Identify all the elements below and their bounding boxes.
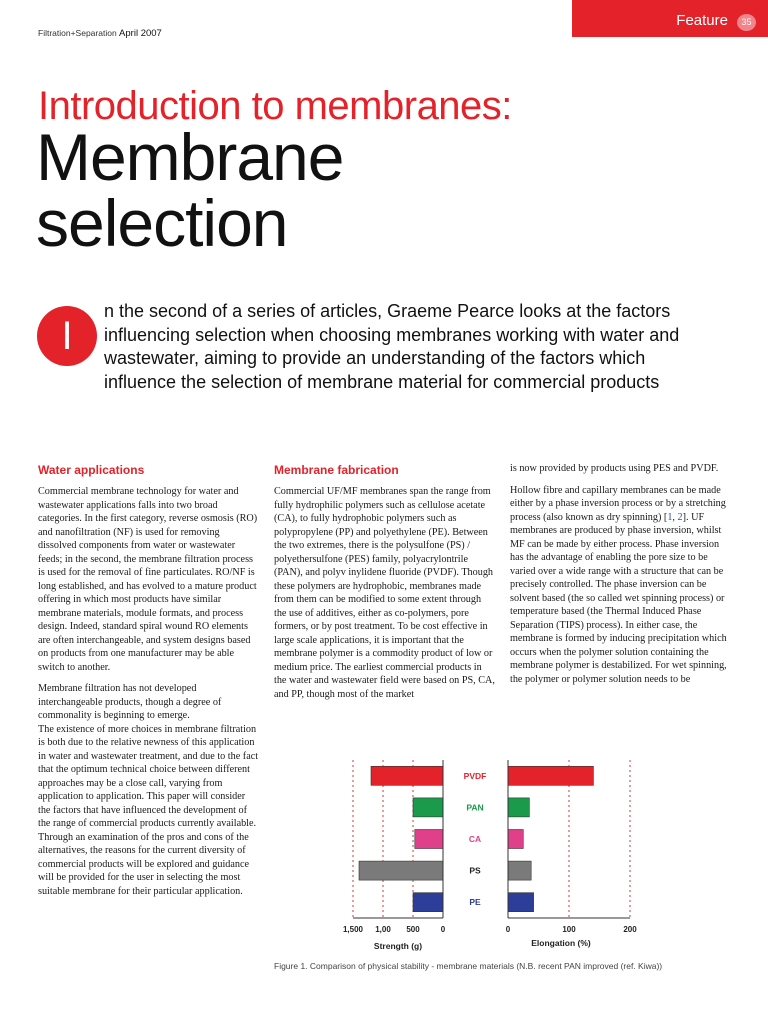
elongation-axis-label: Elongation (%)	[531, 938, 591, 948]
article-kicker: Introduction to membranes:	[38, 84, 512, 128]
elongation-bar-pvdf	[508, 766, 593, 785]
body-column-1	[38, 485, 260, 906]
feature-label: Feature	[676, 12, 728, 29]
strength-bar-ca	[415, 830, 443, 849]
journal-name: Filtration+Separation	[38, 28, 117, 38]
elongation-bar-ps	[508, 861, 531, 880]
issue-date: April 2007	[119, 28, 162, 39]
strength-tick-label: 0	[440, 925, 446, 934]
reference-link-2[interactable]: 2	[677, 511, 683, 523]
elongation-bar-pan	[508, 798, 529, 817]
paragraph: The existence of more choices in membrane filtration is both due to the relative newness of this application in water and wastewater treatment, and due to the fact that the optimum technical choice between different approaches may be a close call, varying from application to application. This paper will consider the factors that have influenced the development of the range of commercial products currently available. Through an examination of the pros and cons of the alternatives, the reasons for the current diversity of commercial products will be explored and guidance will be provided for the user in selecting the most suitable membrane for their particular application.	[38, 723, 259, 897]
paragraph	[510, 484, 732, 687]
paragraph: is now provided by products using PES and PVDF.	[510, 463, 719, 474]
elongation-tick-label: 200	[623, 925, 637, 934]
elongation-bar-ca	[508, 830, 523, 849]
elongation-tick-label: 100	[562, 925, 576, 934]
body-column-3	[510, 462, 732, 694]
paragraph: Commercial membrane technology for water and wastewater applications falls into two broad categories. In the first category, reverse osmosis (RO) and nanofiltration (NF) is used for removing dissolved components from water or wastewater feeds; in the second, the membrane filtration process is used for the removal of fine particulates. RO/NF is long established, and has evolved to a mature product offering in which most products have similar membrane materials, module formats, and process design. Indeed, standard spiral wound RO elements are often interchangeable, and system designs based on products from one manufacturer may be able switch to another.	[38, 486, 258, 673]
paragraph: Membrane filtration has not developed interchangeable products, though a degree of commonality is beginning to emerge.	[38, 683, 222, 721]
category-label-pe: PE	[469, 897, 481, 908]
section-heading-water-applications: Water applications	[38, 463, 145, 477]
body-column-2	[274, 485, 496, 709]
page-number-badge: 35	[737, 14, 756, 31]
dropcap-circle: I	[37, 306, 97, 366]
category-label-pan: PAN	[466, 802, 484, 813]
strength-bar-pe	[413, 893, 443, 912]
text-run: ,	[672, 511, 678, 523]
category-label-ca: CA	[468, 834, 482, 844]
article-title	[36, 120, 344, 260]
strength-bar-ps	[359, 861, 443, 880]
paragraph: Commercial UF/MF membranes span the range from fully hydrophilic polymers such as cellulose acetate (CA), to fully hydrophobic polymers such as polypropylene (PP) and polyethylene (PE). Between the two extremes, there is the polysulfone (PS) / polyethersulfone (PES) family, polyacrylontrile (PAN), and polyv inylidene fluoride (PVDF). Though these polymers are hydrophobic, membranes made from them can be modified to some extent through the use of additives, either as co-polymers, pore formers, or by post treatment. To be cost effective in large scale applications, it is important that the membrane polymer is a commodity product of low or medium price. The earliest commercial products in the water and wastewater field were based on PS, CA, and PP, though most of the market	[274, 486, 495, 700]
strength-bar-pan	[413, 798, 443, 817]
category-label-pvdf: PVDF	[463, 770, 487, 781]
strength-tick-label: 1,00	[375, 925, 391, 934]
physical-stability-chart	[310, 752, 650, 957]
elongation-tick-label: 0	[505, 925, 511, 934]
figure-caption: Figure 1. Comparison of physical stability - membrane materials (N.B. recent PAN improved (ref. Kiwa))	[274, 961, 663, 971]
section-heading-membrane-fabrication: Membrane fabrication	[274, 463, 399, 477]
strength-tick-label: 500	[406, 925, 420, 934]
title-line-1: Membrane	[36, 120, 344, 194]
standfirst: n the second of a series of articles, Graeme Pearce looks at the factors influencing selection when choosing membranes working with water and wastewater, aiming to provide an understanding of the factors which influence the selection of membrane material for commercial products	[104, 301, 680, 392]
category-label-ps: PS	[469, 865, 481, 876]
strength-bar-pvdf	[371, 766, 443, 785]
elongation-bar-pe	[508, 893, 534, 912]
journal-info	[38, 28, 162, 39]
text-run: Hollow fibre and capillary membranes can be made either by a phase inversion process or by a stretching process (also known as dry spinning) [	[510, 484, 726, 523]
strength-tick-label: 1,500	[342, 925, 364, 934]
title-line-2: selection	[36, 186, 288, 260]
strength-axis-label: Strength (g)	[373, 941, 423, 951]
reference-link-1[interactable]: 1	[667, 511, 673, 523]
text-run: ]. UF membranes are produced by phase inversion, whilst MF can be made by either process. Phase inversion has the advantage of enabling the pore size to be varied over a wide range with a structure that can be precisely controlled. The phase inversion can be solvent based (the so called wet spinning process) or temperature based (the Thermal Induced Phase Separation (TIPS) process). In either case, the membrane is formed by inducing precipitation which occurs when the polymer solution containing the membrane polymer is destabilized. For wet spinning, the polymer or polymer solution needs to be	[510, 511, 727, 685]
